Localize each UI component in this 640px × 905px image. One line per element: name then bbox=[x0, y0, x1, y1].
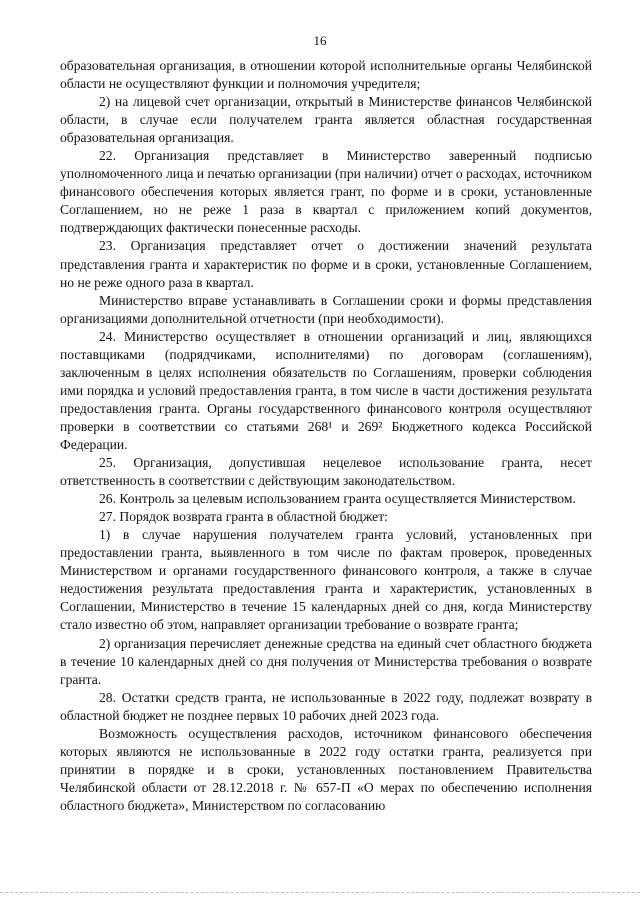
paragraph-continuation: образовательная организация, в отношении которой исполнительные органы Челябинской области не осуществляют функции и полномочия учредителя; bbox=[60, 58, 592, 92]
paragraph-23-additional: Министерство вправе устанавливать в Соглашении сроки и формы представления организациями дополнительной отчетности (при необходимости). bbox=[60, 292, 592, 326]
paragraph-28-additional: Возможность осуществления расходов, источником финансового обеспечения которых являются не использованные в 2022 году остатки гранта, реализуется при принятии в порядке и в сроки, установленных постановлением Правительства Челябинской области от 28.12.2018 г. № 657-П «О мерах по обеспечению исполнения областного бюджета», Министерством по согласованию bbox=[60, 725, 592, 813]
paragraph-22: 22. Организация представляет в Министерство заверенный подписью уполномоченного лица и печатью организации (при наличии) отчет о расходах, источником финансового обеспечения которых является грант, по форме и в сроки, установленные Соглашением, но не реже 1 раза в квартал с приложением копий документов, подтверждающих фактически понесенные расходы. bbox=[60, 148, 592, 236]
paragraph-27-item-1: 1) в случае нарушения получателем гранта условий, установленных при предоставлении гранта, выявленного в том числе по фактам проверок, проведенных Министерством и органами государственного финансового контроля, а также в случае недостижения результата предоставления гранта и характеристик, установленных в Соглашении, Министерство в течение 15 календарных дней со дня, когда Министерству стало известно об этом, направляет организации требование о возврате гранта; bbox=[60, 527, 592, 633]
paragraph-28: 28. Остатки средств гранта, не использованные в 2022 году, подлежат возврату в областной бюджет не позднее первых 10 рабочих дней 2023 года. bbox=[60, 689, 592, 723]
paragraph-24: 24. Министерство осуществляет в отношении организаций и лиц, являющихся поставщиками (подрядчиками, исполнителями) по договорам (соглашениям), заключенным в целях исполнения обязательств по Соглашениям, проверки соблюдения ими порядка и условий предоставления гранта, в том числе в части достижения результата предоставления гранта. Органы государственного финансового контроля осуществляют проверки в соответствии со статьями 268¹ и 269² Бюджетного кодекса Российской Федерации. bbox=[60, 328, 592, 452]
page-number: 16 bbox=[313, 33, 327, 48]
paragraph-23: 23. Организация представляет отчет о достижении значений результата представления гранта и характеристик по форме и в сроки, установленные Соглашением, но не реже одного раза в квартал. bbox=[60, 238, 592, 290]
paragraph-27: 27. Порядок возврата гранта в областной бюджет: bbox=[99, 509, 388, 525]
paragraph-26: 26. Контроль за целевым использованием гранта осуществляется Министерством. bbox=[99, 491, 576, 507]
paragraph-item-2: 2) на лицевой счет организации, открытый в Министерстве финансов Челябинской области, в случае если получателем гранта является областная государственная образовательная организация. bbox=[60, 94, 592, 146]
scan-edge-line bbox=[0, 892, 640, 893]
paragraph-25: 25. Организация, допустившая нецелевое использование гранта, несет ответственность в соответствии с действующим законодательством. bbox=[60, 455, 592, 489]
document-body bbox=[60, 57, 592, 815]
paragraph-27-item-2: 2) организация перечисляет денежные средства на единый счет областного бюджета в течение 10 календарных дней со дня получения от Министерства требования о возврате гранта. bbox=[60, 635, 592, 687]
